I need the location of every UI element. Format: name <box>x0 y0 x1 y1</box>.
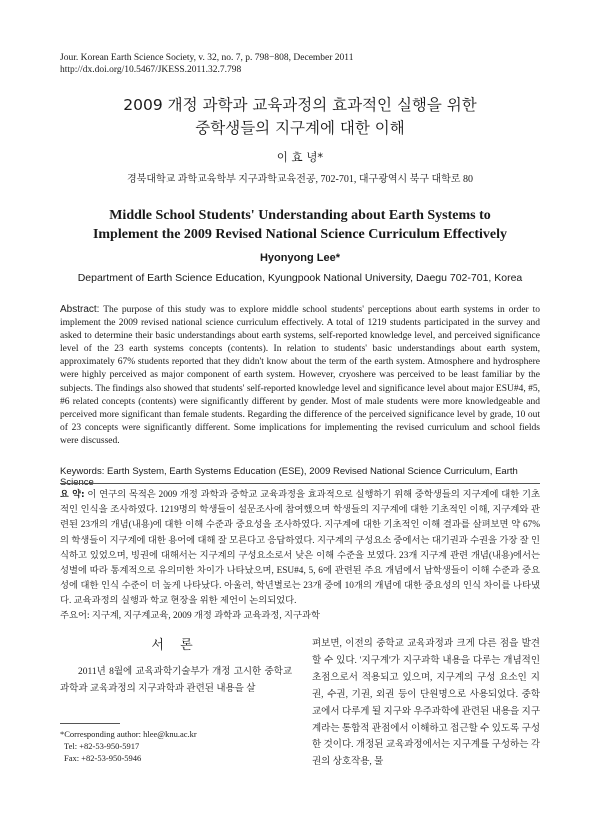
korean-summary-text: 이 연구의 목적은 2009 개정 과학과 중학교 교육과정을 효과적으로 실행하기 위해 중학생들의 지구계에 대한 기초적인 인식을 조사하였다. 1219명의 학생들이 설문조사에 참여했으며 학생들의 지구계에 대한 기초적인 이해, 지구계와 관련된 23개의 개념(내용)에 대한 이해 수준과 중요성을 조사하였다. 지구계에 대한 기초적인 이해 결과를 살펴보면 약 67%의 학생들이 지구계에 대한 용어에 대해 잘 모른다고 응답하였다. 지구계의 구성요소 중에서는 대기권과 수권을 가장 잘 인식하고 있었으며, 빙권에 대해서는 지구계의 구성요소로서 낮은 이해 수준을 보였다. 23개 지구계 관련 개념(내용)에서는 성별에 따라 통계적으로 유의미한 차이가 나타났으며, ESU#4, 5, 6에 관련된 주요 개념에서 남학생들이 이해 수준과 중요성에 대한 인식 수준이 더 높게 나타났다. 아울러, 학년별로는 23개 중에 10개의 개념에 대한 중요성의 인식 차이를 나타냈다. 교육과정의 실행과 학교 현장을 위한 제언이 논의되었다. <box>60 490 540 607</box>
korean-title <box>0 94 600 140</box>
footnote-author: *Corresponding author: hlee@knu.ac.kr <box>60 729 197 739</box>
english-title-line1: Middle School Students' Understanding about Earth Systems to <box>109 208 491 223</box>
abstract-label: Abstract: <box>60 304 100 315</box>
korean-summary-label: 요 약: <box>60 490 85 500</box>
intro-heading: 서 론 <box>151 638 199 653</box>
english-affiliation: Department of Earth Science Education, Kyungpook National University, Daegu 702-701, Korea <box>77 272 523 284</box>
english-title <box>0 206 600 244</box>
english-title-line2: Implement the 2009 Revised National Science Curriculum Effectively <box>92 227 508 242</box>
korean-keywords-label: 주요어: <box>60 611 90 621</box>
keywords-text: Earth System, Earth Systems Education (ESE), 2009 Revised National Science Curriculum, Earth Science <box>60 466 518 488</box>
footnote-tel: Tel: +82-53-950-5917 <box>64 741 140 751</box>
abstract-text: The purpose of this study was to explore middle school students' perceptions about earth systems in order to implement the 2009 revised national science curriculum effectively. A total of 1219 students participated in the survey and asked to determine their basic understandings about earth systems, self-reported knowledge level, and perceived significance level of the 23 earth systems concepts (contents). In relation to students' basic understandings about earth system, approximately 67% students reported that they didn't know about the term of the earth system. Atmosphere and hydrosphere were highly perceived as major component of earth system. However, cryoshere was perceived to be least familiar by the subjects. The findings also showed that students' self-reported knowledge level and significance level about major ESU#4, #5, #6 related concepts (contents) were significantly different by gender. Most of male students were more knowledgeable and perceived more significant than female students. Regarding the difference of the perceived significance level by grade, 10 out of 23 concepts were significantly different. Some implications for implementing the revised curriculum and school fields were discussed. <box>60 305 540 446</box>
korean-summary <box>60 488 540 610</box>
korean-title-line2: 중학생들의 지구계에 대한 이해 <box>195 119 405 137</box>
intro-paragraph <box>60 664 292 698</box>
journal-header <box>60 52 353 76</box>
korean-title-line1: 2009 개정 과학과 교육과정의 효과적인 실행을 위한 <box>123 96 477 114</box>
intro-text: 2011년 8월에 교육과학기술부가 개정 고시한 중학교 과학과 교육과정의 지구과학과 관련된 내용을 살 <box>60 667 292 694</box>
korean-keywords-text: 지구계, 지구계교육, 2009 개정 과학과 교육과정, 지구과학 <box>91 611 320 621</box>
column2-paragraph <box>312 636 540 771</box>
keywords-label: Keywords: <box>60 466 105 477</box>
abstract <box>60 303 540 448</box>
section-divider <box>60 483 540 484</box>
korean-affiliation: 경북대학교 과학교육학부 지구과학교육전공, 702-701, 대구광역시 북구 대학로 80 <box>127 174 473 185</box>
korean-author: 이 효 녕* <box>276 150 324 164</box>
english-author: Hyonyong Lee* <box>259 252 341 264</box>
footnote-fax: Fax: +82-53-950-5946 <box>64 753 142 763</box>
footnote-divider <box>60 723 120 724</box>
journal-doi[interactable]: http://dx.doi.org/10.5467/JKESS.2011.32.7.798 <box>60 65 242 75</box>
column2-text: 펴보면, 이전의 중학교 교육과정과 크게 다른 점을 발견할 수 있다. '지구계'가 지구과학 내용을 다루는 개념적인 초점으로서 적용되고 있으며, 지구계의 구성 요소인 지권, 수권, 기권, 외권 등이 단원명으로 사용되었다. 중학교에서 다루게 될 지구와 우주과학에 관련된 내용을 지구계라는 통합적 관점에서 이해하고 접근할 수 있도록 구성한 것이다. 개정된 교육과정에서는 지구계를 구성하는 각 권의 상호작용, 물 <box>312 639 540 768</box>
korean-keywords <box>60 607 540 621</box>
keywords <box>60 466 550 488</box>
journal-citation: Jour. Korean Earth Science Society, v. 32, no. 7, p. 798−808, December 2011 <box>60 53 354 63</box>
footnote <box>60 728 197 764</box>
